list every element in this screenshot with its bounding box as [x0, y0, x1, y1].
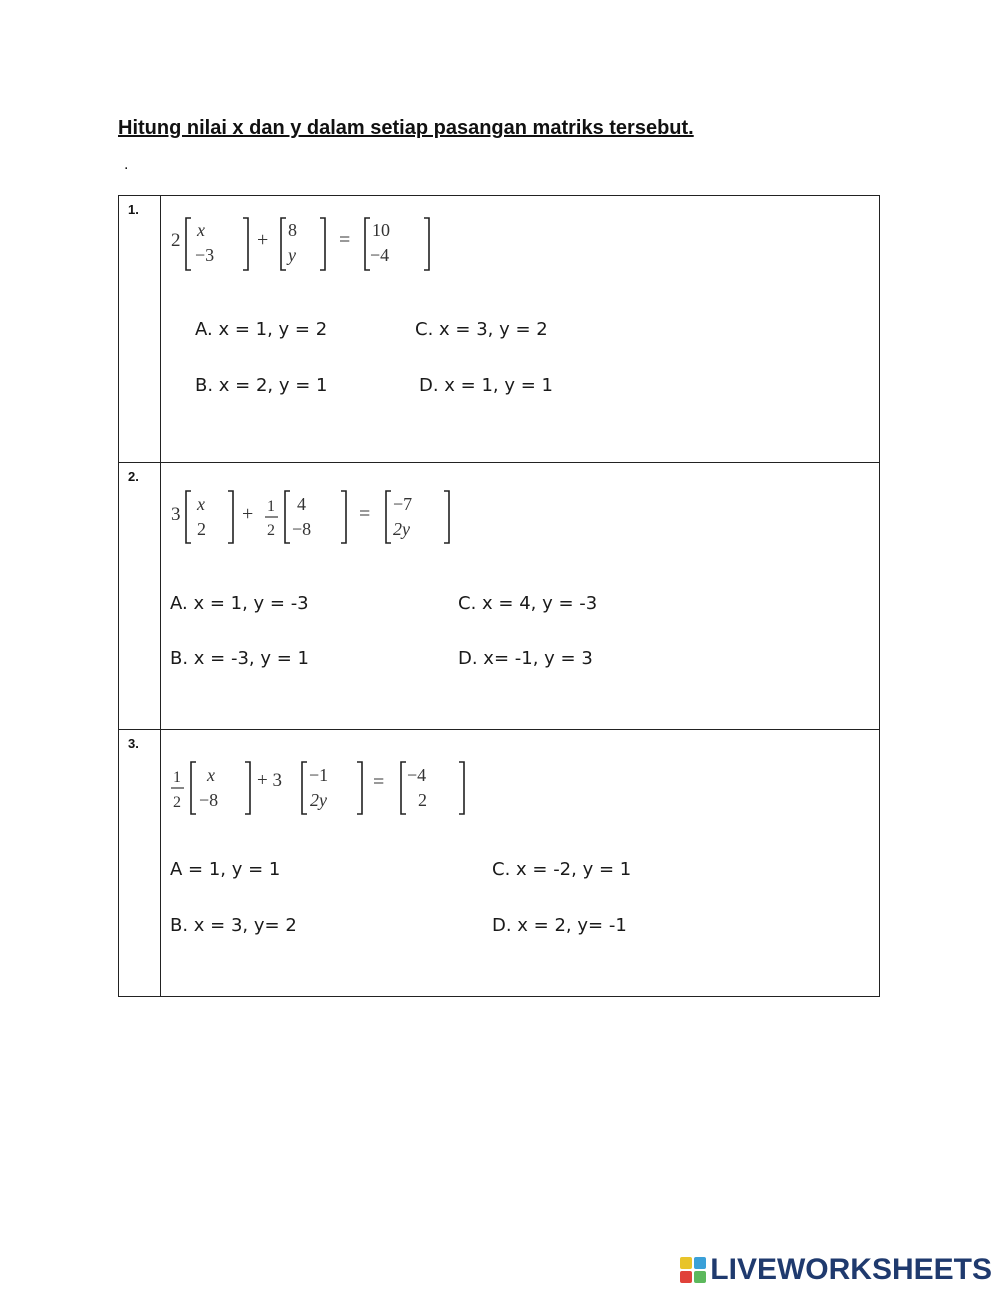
question-number: 2. — [119, 463, 161, 730]
operator: + — [242, 503, 254, 525]
bracket-right — [459, 762, 464, 814]
bracket-right — [243, 218, 248, 270]
option-a[interactable]: A = 1, y = 1 — [170, 859, 281, 880]
question-row-3 — [119, 730, 880, 997]
matrix-entry: −1 — [309, 765, 329, 785]
bracket-left — [186, 491, 191, 543]
question-row-2 — [119, 463, 880, 730]
option-b[interactable]: B. x = 2, y = 1 — [195, 375, 328, 396]
logo-icon — [680, 1257, 706, 1283]
equals-sign: = — [359, 503, 371, 525]
equals-sign: = — [373, 771, 385, 793]
matrix-entry: −4 — [407, 765, 427, 785]
bracket-right — [341, 491, 346, 543]
liveworksheets-logo — [680, 1253, 992, 1287]
equals-sign: = — [339, 229, 351, 251]
matrix-entry: 2 — [418, 790, 427, 810]
matrix-entry: −7 — [393, 494, 413, 514]
bracket-right — [245, 762, 250, 814]
operator: + 3 — [257, 770, 282, 791]
matrix-entry: −3 — [195, 245, 215, 265]
matrix-equation — [169, 479, 469, 549]
fraction-denominator: 2 — [267, 522, 275, 539]
question-body — [161, 196, 880, 463]
matrix-entry: −8 — [199, 790, 219, 810]
bracket-right — [424, 218, 429, 270]
matrix-entry: x — [197, 220, 205, 240]
bracket-left — [285, 491, 290, 543]
coefficient: 3 — [171, 504, 181, 525]
bracket-left — [401, 762, 406, 814]
question-number: 3. — [119, 730, 161, 997]
fraction-numerator: 1 — [173, 769, 181, 786]
option-d[interactable]: D. x = 1, y = 1 — [419, 375, 554, 396]
bracket-right — [444, 491, 449, 543]
question-row-1 — [119, 196, 880, 463]
option-a[interactable]: A. x = 1, y = -3 — [170, 593, 309, 614]
option-d[interactable]: D. x= -1, y = 3 — [458, 648, 593, 669]
matrix-entry: −4 — [370, 245, 390, 265]
question-table — [118, 195, 880, 997]
coefficient: 2 — [171, 230, 181, 251]
matrix-entry: 10 — [372, 220, 390, 240]
matrix-entry: 2y — [310, 790, 327, 810]
operator: + — [257, 229, 269, 251]
bracket-left — [281, 218, 286, 270]
fraction-numerator: 1 — [267, 498, 275, 515]
question-number: 1. — [119, 196, 161, 463]
matrix-entry: x — [207, 765, 215, 785]
fraction-denominator: 2 — [173, 794, 181, 811]
bracket-right — [320, 218, 325, 270]
matrix-entry: 4 — [297, 494, 306, 514]
bracket-right — [357, 762, 362, 814]
matrix-entry: 8 — [288, 220, 297, 240]
bracket-left — [186, 218, 191, 270]
question-body — [161, 730, 880, 997]
bracket-right — [228, 491, 233, 543]
bracket-left — [302, 762, 307, 814]
page-title: Hitung nilai x dan y dalam setiap pasangan matriks tersebut. — [118, 117, 694, 139]
option-b[interactable]: B. x = 3, y= 2 — [170, 915, 297, 936]
question-body — [161, 463, 880, 730]
bracket-left — [386, 491, 391, 543]
bracket-left — [191, 762, 196, 814]
logo-text: LIVEWORKSHEETS — [710, 1253, 992, 1286]
option-b[interactable]: B. x = -3, y = 1 — [170, 648, 309, 669]
option-a[interactable]: A. x = 1, y = 2 — [195, 319, 328, 340]
matrix-equation — [169, 746, 469, 816]
option-c[interactable]: C. x = 3, y = 2 — [415, 319, 548, 340]
option-c[interactable]: C. x = 4, y = -3 — [458, 593, 598, 614]
matrix-entry: 2y — [393, 519, 410, 539]
option-c[interactable]: C. x = -2, y = 1 — [492, 859, 632, 880]
option-d[interactable]: D. x = 2, y= -1 — [492, 915, 627, 936]
matrix-entry: x — [197, 494, 205, 514]
stray-dot: . — [124, 156, 129, 173]
matrix-entry: y — [288, 245, 296, 265]
matrix-equation — [169, 212, 449, 282]
matrix-entry: −8 — [292, 519, 312, 539]
matrix-entry: 2 — [197, 519, 206, 539]
